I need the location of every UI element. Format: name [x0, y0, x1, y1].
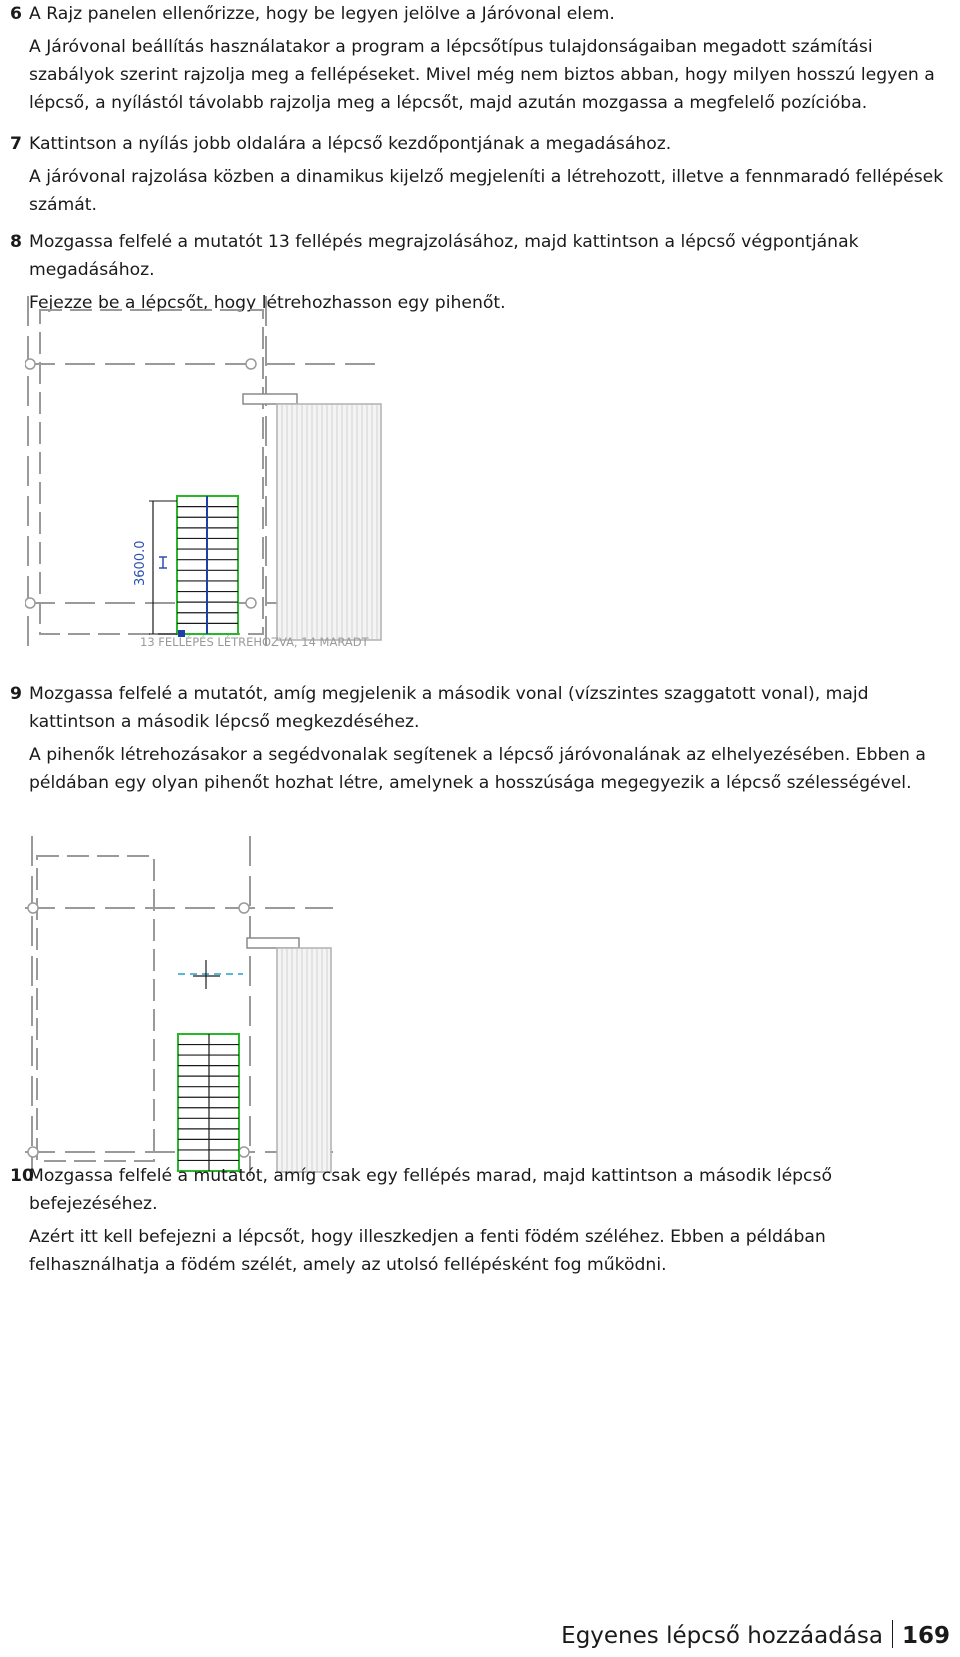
step-number: 9 [10, 684, 22, 704]
floor-slab-edge [247, 938, 299, 948]
step-10 [10, 1162, 955, 1279]
grid-bubble [246, 359, 256, 369]
step-9-instruction: Mozgassa felfelé a mutatót, amíg megjelenik a második vonal (vízszintes szaggatott vonal), majd kattintson a második lépcső megkezdéséhez. [29, 684, 869, 732]
step-number: 7 [10, 134, 22, 154]
floor-slab [277, 404, 381, 640]
grid-bubble [25, 598, 35, 608]
step-10-explanation: Azért itt kell befejezni a lépcsőt, hogy illeszkedjen a fenti födém széléhez. Ebben a példában felhasználhatja a födém szélét, amely az utolsó fellépésként fog működni. [29, 1227, 826, 1275]
step-9 [10, 680, 955, 797]
step-7-instruction: Kattintson a nyílás jobb oldalára a lépcső kezdőpontjának a megadásához. [29, 134, 672, 154]
grid-bubble [25, 359, 35, 369]
step-10-instruction: Mozgassa felfelé a mutatót, amíg csak egy fellépés marad, majd kattintson a második lépcső befejezéséhez. [29, 1166, 832, 1214]
stair-status-readout: 13 FELLÉPÉS LÉTREHOZVA, 14 MARADT [140, 635, 369, 649]
grid-bubble [239, 903, 249, 913]
section-title: Egyenes lépcső hozzáadása [561, 1623, 883, 1649]
floor-slab-edge [243, 394, 297, 404]
page-footer [561, 1620, 950, 1651]
step-number: 10 [10, 1166, 34, 1186]
dimension-label: 3600.0 [133, 540, 148, 586]
step-6-explanation: A Járóvonal beállítás használatakor a program a lépcsőtípus tulajdonságaiban megadott számítási szabályok szerint rajzolja meg a fellépéseket. Mivel még nem biztos abban, hogy milyen hosszú legyen a lépcső, a nyílástól távolabb rajzolja meg a lépcsőt, majd azután mozgassa a megfelelő pozícióba. [29, 37, 935, 113]
step-number: 6 [10, 4, 22, 24]
page-number: 169 [901, 1623, 950, 1649]
stair-plan-figure-1 [25, 296, 415, 656]
grid-bubble [28, 903, 38, 913]
step-8-instruction: Mozgassa felfelé a mutatót 13 fellépés megrajzolásához, majd kattintson a lépcső végpontjának megadásához. [29, 232, 859, 280]
step-6-instruction: A Rajz panelen ellenőrizze, hogy be legyen jelölve a Járóvonal elem. [29, 4, 615, 24]
step-7-explanation: A járóvonal rajzolása közben a dinamikus kijelző megjeleníti a létrehozott, illetve a fennmaradó fellépések számát. [29, 167, 944, 215]
floor-slab [277, 948, 331, 1172]
step-8-explanation: Fejezze be a lépcsőt, hogy létrehozhasson egy pihenőt. [29, 293, 506, 313]
grid-bubble [239, 1147, 249, 1157]
dimension-handle [159, 557, 167, 568]
opening-outline [37, 856, 154, 1161]
step-7 [10, 130, 955, 219]
grid-bubble [28, 1147, 38, 1157]
grid-bubble [246, 598, 256, 608]
step-number: 8 [10, 232, 22, 252]
step-6 [10, 0, 955, 117]
stair-plan-figure-2 [25, 836, 355, 1181]
footer-divider [892, 1620, 893, 1648]
step-9-explanation: A pihenők létrehozásakor a segédvonalak segítenek a lépcső járóvonalának az elhelyezésében. Ebben a példában egy olyan pihenőt hozhat létre, amelynek a hosszúsága megegyezik a lépcső szélességével. [29, 745, 926, 793]
